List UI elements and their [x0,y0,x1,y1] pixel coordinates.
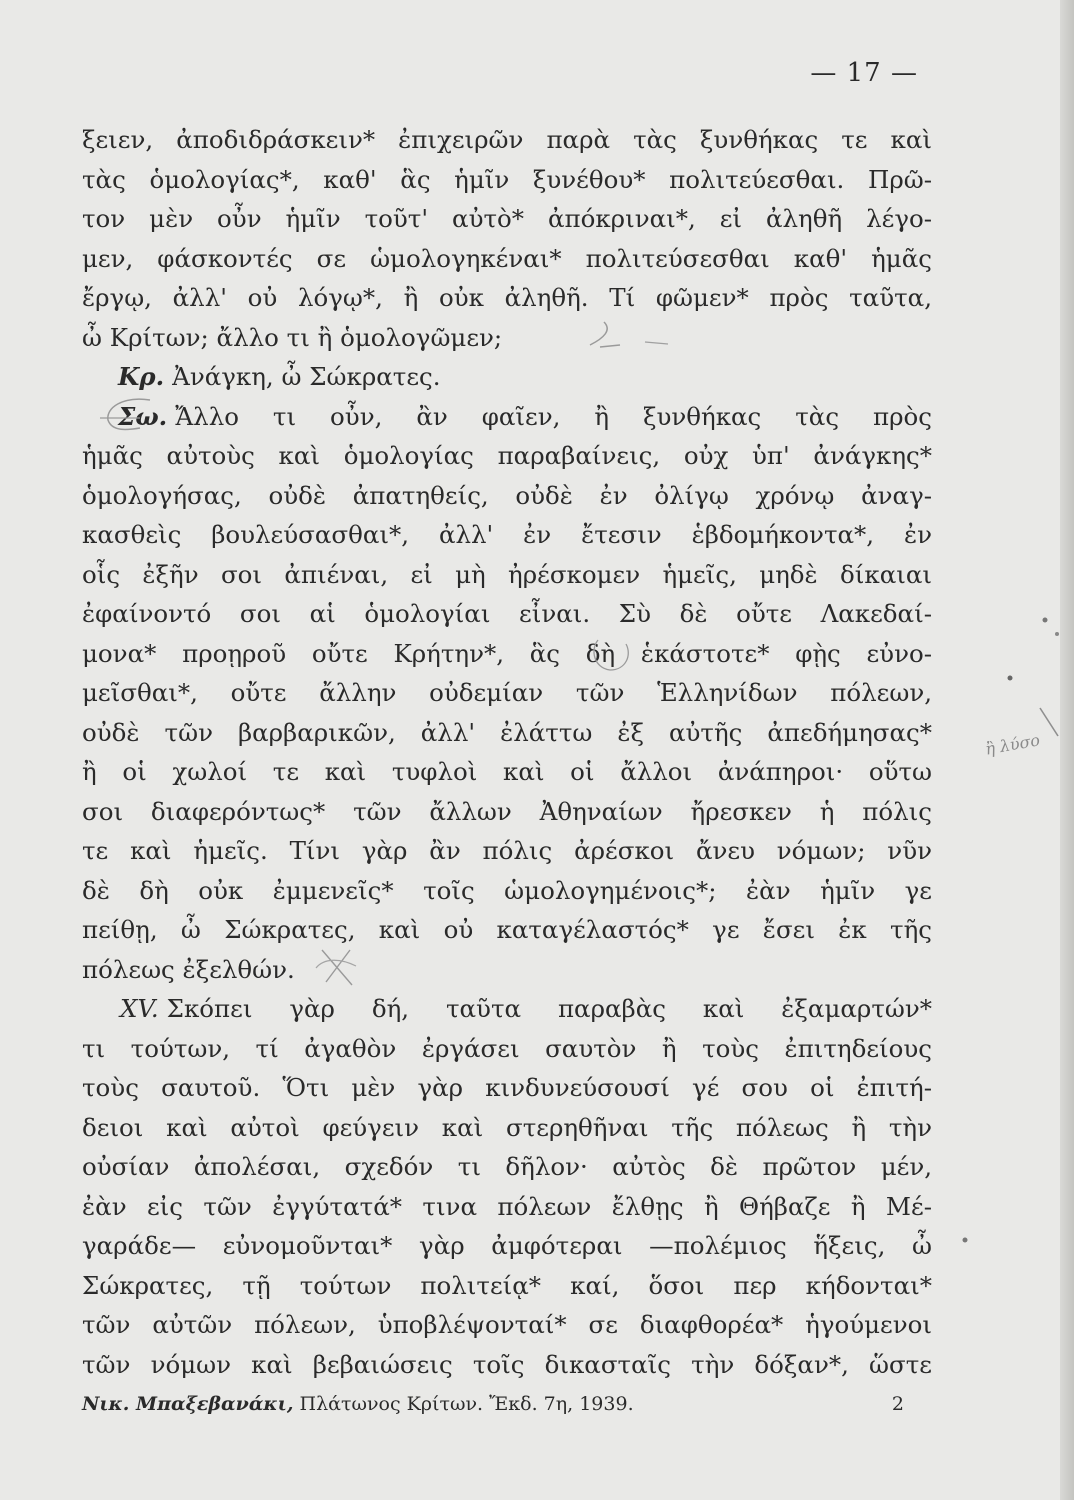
section-text: Σκόπει γὰρ δή, ταῦτα παραβὰς καὶ ἐξαμαρτών* [166,994,932,1023]
text-line: ξειεν, ἀποδιδράσκειν* ἐπιχειρῶν παρὰ τὰς ξυνθήκας τε καὶ [82,125,932,154]
text-line: οἷς ἐξῆν σοι ἀπιέναι, εἰ μὴ ἠρέσκομεν ἡμεῖς, μηδὲ δίκαιαι [82,559,932,589]
text-line: Σώκρατες, τῇ τούτων πολιτείᾳ* καί, ὅσοι περ κήδονται* [82,1270,932,1300]
dialogue-text: Ἄλλο τι οὖν, ἂν φαῖεν, ἢ ξυνθήκας τὰς πρὸς [175,401,932,431]
text-line: ἢ οἱ χωλοί τε καὶ τυφλοὶ καὶ οἱ ἄλλοι ἀνάπηροι· οὕτω [82,757,932,786]
text-line: δὲ δὴ οὐκ ἐμμενεῖς* τοῖς ὡμολογημένοις*; ἐὰν ἡμῖν γε [82,875,932,905]
text-line: τῶν νόμων καὶ βεβαιώσεις τοῖς δικασταῖς τὴν δόξαν*, ὥστε [82,1349,932,1379]
text-line: τι τούτων, τί ἀγαθὸν ἐργάσει σαυτὸν ἢ τοὺς ἐπιτηδείους [82,1033,932,1063]
text-line: γαράδε— εὐνομοῦνται* γὰρ ἀμφότεραι —πολέμιος ἥξεις, ὦ [82,1231,932,1260]
text-line: σοι διαφερόντως* τῶν ἄλλων Ἀθηναίων ἤρεσκεν ἡ πόλις [82,796,932,826]
speaker-label: Σω. [118,401,168,431]
text-line: μονα* προῃροῦ οὔτε Κρήτην*, ἃς δὴ ἑκάστοτε* φῂς εὐνο- [82,638,932,668]
footer-citation: Πλάτωνος Κρίτων. Ἔκδ. 7η, 1939. [299,1393,634,1415]
pencil-bracket [108,399,150,429]
text-line: τε καὶ ἡμεῖς. Τίνι γὰρ ἂν πόλις ἀρέσκοι ἄνευ νόμων; νῦν [82,836,932,865]
pencil-circle [594,640,628,670]
text-line: ὦ Κρίτων; ἄλλο τι ἢ ὁμολογῶμεν; [82,322,503,352]
text-line: μεῖσθαι*, οὔτε ἄλλην οὐδεμίαν τῶν Ἑλληνίδων πόλεων, [82,678,932,707]
text-line: πόλεως ἐξελθών. [82,954,295,984]
text-line: τῶν αὐτῶν πόλεων, ὑποβλέψονταί* σε διαφθορέα* ἡγούμενοι [82,1310,932,1339]
text-line: ὁμολογήσας, οὐδὲ ἀπατηθείς, οὐδὲ ἐν ὀλίγῳ χρόνῳ ἀναγ- [82,480,932,510]
text-line: οὐσίαν ἀπολέσαι, σχεδόν τι δῆλον· αὐτὸς δὲ πρῶτον μέν, [82,1152,932,1181]
text-line: πείθῃ, ὦ Σώκρατες, καὶ οὐ καταγέλαστός* γε ἔσει ἐκ τῆς [82,915,932,944]
text-line: δειοι καὶ αὐτοὶ φεύγειν καὶ στερηθῆναι τῆς πόλεως ἢ τὴν [82,1112,932,1142]
text-line: μεν, φάσκοντές σε ὡμολογηκέναι* πολιτεύσεσθαι καθ' ἡμᾶς [82,243,932,273]
ink-speck [963,1238,968,1243]
text-line: κασθεὶς βουλεύσασθαι*, ἀλλ' ἐν ἔτεσιν ἑβδομήκοντα*, ἐν [82,520,932,549]
margin-slash [1040,708,1058,736]
pencil-stroke [645,342,668,344]
text-line: τοὺς σαυτοῦ. Ὅτι μὲν γὰρ κινδυνεύσουσί γέ σου οἱ ἐπιτή- [82,1073,932,1102]
text-line: τὰς ὁμολογίας*, καθ' ἃς ἡμῖν ξυνέθου* πολιτεύεσθαι. Πρῶ- [82,164,932,194]
text-line: ἐφαίνοντό σοι αἱ ὁμολογίαι εἶναι. Σὺ δὲ οὔτε Λακεδαί- [82,599,932,628]
pencil-x [322,950,352,985]
margin-note: ἢ λύσο [983,730,1042,759]
section-number: XV. [120,994,159,1023]
dialogue-text: Ἀνάγκη, ὦ Σώκρατες. [172,362,441,391]
text-line: ἡμᾶς αὐτοὺς καὶ ὁμολογίας παραβαίνεις, οὐχ ὑπ' ἀνάγκης* [82,441,932,470]
text-line: τον μὲν οὖν ἡμῖν τοῦτ' αὐτὸ* ἀπόκριναι*, εἰ ἀληθῆ λέγο- [82,204,932,233]
pencil-stroke [590,322,620,347]
text-line: ἔργῳ, ἀλλ' οὐ λόγῳ*, ἢ οὐκ ἀληθῆ. Τί φῶμεν* πρὸς ταῦτα, [82,283,932,312]
footer-author: Νικ. Μπαξεβανάκι, [82,1393,294,1415]
page-number: — 17 — [810,58,918,88]
ink-speck [1008,676,1013,681]
ink-speck [1043,618,1048,623]
ink-speck [1055,632,1059,636]
text-line: οὐδὲ τῶν βαρβαρικῶν, ἀλλ' ἐλάττω ἐξ αὐτῆς ἀπεδήμησας* [82,717,932,747]
text-line: ἐὰν εἰς τῶν ἐγγύτατά* τινα πόλεων ἔλθῃς ἢ Θήβαζε ἢ Μέ- [82,1191,932,1221]
signature-mark: 2 [891,1393,904,1415]
speaker-label: Κρ. [118,362,165,391]
